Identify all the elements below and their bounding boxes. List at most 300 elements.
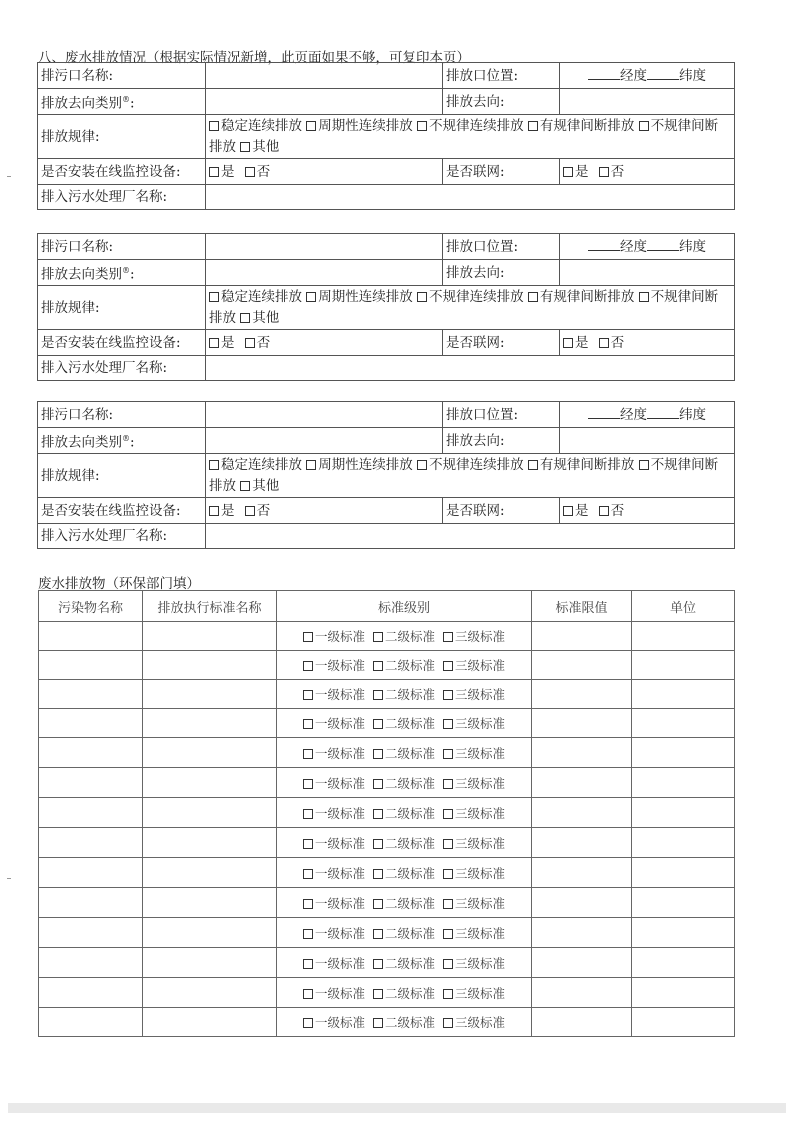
latitude-label: 纬度 <box>679 239 706 255</box>
standard-limit-cell[interactable] <box>532 768 632 798</box>
pattern-option[interactable]: 有规律间断排放 <box>528 289 635 305</box>
outlet-row-monitor <box>38 498 735 524</box>
standard-limit-cell[interactable] <box>532 738 632 768</box>
scan-mark <box>7 878 11 879</box>
checkbox-icon <box>303 632 313 642</box>
direction-label: 排放去向: <box>443 89 560 115</box>
level-option-3[interactable]: 三级标准 <box>443 956 505 971</box>
pattern-option[interactable]: 不规律连续排放 <box>417 289 524 305</box>
unit-cell[interactable] <box>632 651 735 680</box>
network-label: 是否联网: <box>443 498 560 524</box>
checkbox-icon <box>443 869 453 879</box>
monitor-options <box>206 159 443 185</box>
header-standard-level: 标准级别 <box>277 591 532 622</box>
monitor-yes[interactable]: 是 <box>209 164 235 180</box>
direction-field[interactable] <box>560 260 735 286</box>
monitor-yes[interactable]: 是 <box>209 503 235 519</box>
level-option-3[interactable]: 三级标准 <box>443 896 505 911</box>
outlet-name-field[interactable] <box>206 63 443 89</box>
level-option-1[interactable]: 一级标准 <box>303 866 365 881</box>
standard-name-cell[interactable] <box>143 738 277 768</box>
pattern-options <box>206 115 735 159</box>
outlet-row-category <box>38 89 735 115</box>
level-option-3[interactable]: 三级标准 <box>443 776 505 791</box>
checkbox-icon <box>303 869 313 879</box>
unit-cell[interactable] <box>632 918 735 948</box>
pattern-option[interactable]: 周期性连续排放 <box>306 118 413 134</box>
longitude-label: 经度 <box>620 239 647 255</box>
header-standard-limit: 标准限值 <box>532 591 632 622</box>
standard-limit-cell[interactable] <box>532 978 632 1008</box>
pattern-options <box>206 286 735 330</box>
standard-limit-cell[interactable] <box>532 798 632 828</box>
checkbox-icon <box>639 121 649 131</box>
outlet-block <box>37 401 735 549</box>
outlet-row-pattern <box>38 454 735 498</box>
checkbox-icon <box>443 929 453 939</box>
pollutant-name-cell[interactable] <box>39 888 143 918</box>
outlet-row-pattern <box>38 286 735 330</box>
outlet-row-name <box>38 234 735 260</box>
pattern-label: 排放规律: <box>38 454 206 498</box>
outlet-name-label: 排污口名称: <box>38 234 206 260</box>
outlet-name-label: 排污口名称: <box>38 63 206 89</box>
standard-name-cell[interactable] <box>143 828 277 858</box>
level-option-3[interactable]: 三级标准 <box>443 687 505 702</box>
level-option-3[interactable]: 三级标准 <box>443 1015 505 1030</box>
level-option-1[interactable]: 一级标准 <box>303 836 365 851</box>
checkbox-icon <box>639 460 649 470</box>
standard-level-cell <box>277 798 532 828</box>
level-option-2[interactable]: 二级标准 <box>373 806 435 821</box>
standard-level-cell <box>277 768 532 798</box>
pollutant-row <box>39 738 735 768</box>
monitor-no[interactable]: 否 <box>245 503 271 519</box>
level-option-3[interactable]: 三级标准 <box>443 629 505 644</box>
direction-label: 排放去向: <box>443 260 560 286</box>
category-note: ® <box>122 94 130 104</box>
checkbox-icon <box>443 632 453 642</box>
pattern-option[interactable]: 其他 <box>240 310 279 326</box>
level-option-2[interactable]: 二级标准 <box>373 1015 435 1030</box>
pattern-option[interactable]: 有规律间断排放 <box>528 457 635 473</box>
pollutant-row <box>39 798 735 828</box>
unit-cell[interactable] <box>632 768 735 798</box>
monitor-yes[interactable]: 是 <box>209 335 235 351</box>
level-option-1[interactable]: 一级标准 <box>303 746 365 761</box>
checkbox-icon <box>443 959 453 969</box>
checkbox-icon <box>417 121 427 131</box>
standard-name-cell[interactable] <box>143 709 277 738</box>
direction-label: 排放去向: <box>443 428 560 454</box>
unit-cell[interactable] <box>632 798 735 828</box>
category-note: ® <box>122 433 130 443</box>
outlet-row-name <box>38 63 735 89</box>
level-option-1[interactable]: 一级标准 <box>303 986 365 1001</box>
checkbox-icon <box>303 899 313 909</box>
standard-limit-cell[interactable] <box>532 918 632 948</box>
pattern-label: 排放规律: <box>38 115 206 159</box>
checkbox-icon <box>599 506 609 516</box>
checkbox-icon <box>417 460 427 470</box>
unit-cell[interactable] <box>632 622 735 651</box>
outlet-position-label: 排放口位置: <box>443 234 560 260</box>
unit-cell[interactable] <box>632 978 735 1008</box>
outlet-row-pattern <box>38 115 735 159</box>
outlet-row-name <box>38 402 735 428</box>
checkbox-icon <box>240 313 250 323</box>
checkbox-icon <box>209 460 219 470</box>
level-option-1[interactable]: 一级标准 <box>303 629 365 644</box>
pollutant-row <box>39 828 735 858</box>
checkbox-icon <box>245 167 255 177</box>
level-option-2[interactable]: 二级标准 <box>373 687 435 702</box>
checkbox-icon <box>303 749 313 759</box>
checkbox-icon <box>209 167 219 177</box>
pattern-label: 排放规律: <box>38 286 206 330</box>
pollutant-name-cell[interactable] <box>39 858 143 888</box>
checkbox-icon <box>443 779 453 789</box>
network-no[interactable]: 否 <box>599 503 625 519</box>
unit-cell[interactable] <box>632 738 735 768</box>
checkbox-icon <box>373 869 383 879</box>
pollutant-name-cell[interactable] <box>39 918 143 948</box>
pollutant-name-cell[interactable] <box>39 1008 143 1037</box>
level-option-2[interactable]: 二级标准 <box>373 746 435 761</box>
category-field[interactable] <box>206 428 443 454</box>
scan-mark <box>7 176 11 177</box>
outlet-row-category <box>38 428 735 454</box>
network-yes[interactable]: 是 <box>563 503 589 519</box>
pattern-option[interactable]: 不规律连续排放 <box>417 118 524 134</box>
level-option-3[interactable]: 三级标准 <box>443 836 505 851</box>
checkbox-icon <box>443 690 453 700</box>
pattern-option[interactable]: 稳定连续排放 <box>209 457 302 473</box>
network-no[interactable]: 否 <box>599 335 625 351</box>
monitor-label: 是否安装在线监控设备: <box>38 159 206 185</box>
checkbox-icon <box>209 338 219 348</box>
network-options <box>560 330 735 356</box>
level-option-1[interactable]: 一级标准 <box>303 806 365 821</box>
level-option-2[interactable]: 二级标准 <box>373 896 435 911</box>
checkbox-icon <box>373 959 383 969</box>
level-option-2[interactable]: 二级标准 <box>373 986 435 1001</box>
checkbox-icon <box>303 779 313 789</box>
standard-name-cell[interactable] <box>143 978 277 1008</box>
scan-edge-strip <box>8 1103 786 1113</box>
checkbox-icon <box>373 779 383 789</box>
pattern-option[interactable]: 不规律间断排放 <box>209 117 719 155</box>
level-option-3[interactable]: 三级标准 <box>443 658 505 673</box>
standard-level-cell <box>277 858 532 888</box>
standard-level-cell <box>277 888 532 918</box>
standard-level-cell <box>277 978 532 1008</box>
checkbox-icon <box>303 989 313 999</box>
outlet-position-field[interactable] <box>560 63 735 89</box>
category-label: 排放去向类别®: <box>38 428 206 454</box>
pollutant-row <box>39 709 735 738</box>
unit-cell[interactable] <box>632 828 735 858</box>
pollutant-name-cell[interactable] <box>39 622 143 651</box>
checkbox-icon <box>209 506 219 516</box>
level-option-1[interactable]: 一级标准 <box>303 1015 365 1030</box>
level-option-2[interactable]: 二级标准 <box>373 716 435 731</box>
level-option-3[interactable]: 三级标准 <box>443 716 505 731</box>
monitor-no[interactable]: 否 <box>245 164 271 180</box>
level-option-2[interactable]: 二级标准 <box>373 776 435 791</box>
pollutant-name-cell[interactable] <box>39 978 143 1008</box>
standard-name-cell[interactable] <box>143 948 277 978</box>
standard-level-cell <box>277 738 532 768</box>
outlet-row-category <box>38 260 735 286</box>
category-field[interactable] <box>206 89 443 115</box>
header-pollutant-name: 污染物名称 <box>39 591 143 622</box>
standard-limit-cell[interactable] <box>532 858 632 888</box>
checkbox-icon <box>528 460 538 470</box>
checkbox-icon <box>373 1018 383 1028</box>
level-option-1[interactable]: 一级标准 <box>303 776 365 791</box>
standard-name-cell[interactable] <box>143 768 277 798</box>
checkbox-icon <box>303 1018 313 1028</box>
network-yes[interactable]: 是 <box>563 164 589 180</box>
checkbox-icon <box>373 929 383 939</box>
checkbox-icon <box>599 338 609 348</box>
pattern-option[interactable]: 有规律间断排放 <box>528 118 635 134</box>
checkbox-icon <box>373 719 383 729</box>
checkbox-icon <box>209 292 219 302</box>
standard-level-cell <box>277 680 532 709</box>
standard-name-cell[interactable] <box>143 622 277 651</box>
unit-cell[interactable] <box>632 888 735 918</box>
monitor-no[interactable]: 否 <box>245 335 271 351</box>
standard-level-cell <box>277 1008 532 1037</box>
pollutant-name-cell[interactable] <box>39 738 143 768</box>
checkbox-icon <box>245 506 255 516</box>
level-option-2[interactable]: 二级标准 <box>373 926 435 941</box>
header-unit: 单位 <box>632 591 735 622</box>
checkbox-icon <box>443 719 453 729</box>
outlet-position-field[interactable] <box>560 234 735 260</box>
unit-cell[interactable] <box>632 680 735 709</box>
pattern-option[interactable]: 不规律连续排放 <box>417 457 524 473</box>
checkbox-icon <box>306 292 316 302</box>
pollutant-table <box>38 590 735 1037</box>
direction-field[interactable] <box>560 428 735 454</box>
pollutant-name-cell[interactable] <box>39 828 143 858</box>
standard-limit-cell[interactable] <box>532 709 632 738</box>
pattern-option[interactable]: 其他 <box>240 139 279 155</box>
checkbox-icon <box>373 749 383 759</box>
longitude-label: 经度 <box>620 407 647 423</box>
pollutant-row <box>39 651 735 680</box>
pollutant-name-cell[interactable] <box>39 798 143 828</box>
level-option-2[interactable]: 二级标准 <box>373 629 435 644</box>
standard-name-cell[interactable] <box>143 858 277 888</box>
checkbox-icon <box>563 167 573 177</box>
standard-name-cell[interactable] <box>143 918 277 948</box>
unit-cell[interactable] <box>632 709 735 738</box>
checkbox-icon <box>417 292 427 302</box>
outlet-row-plant <box>38 356 735 381</box>
checkbox-icon <box>303 661 313 671</box>
checkbox-icon <box>563 506 573 516</box>
checkbox-icon <box>306 460 316 470</box>
checkbox-icon <box>373 989 383 999</box>
outlet-block <box>37 233 735 381</box>
checkbox-icon <box>373 899 383 909</box>
unit-cell[interactable] <box>632 858 735 888</box>
level-option-1[interactable]: 一级标准 <box>303 956 365 971</box>
checkbox-icon <box>373 661 383 671</box>
pollutant-name-cell[interactable] <box>39 948 143 978</box>
pollutant-row <box>39 1008 735 1037</box>
standard-level-cell <box>277 651 532 680</box>
network-options <box>560 159 735 185</box>
pattern-option[interactable]: 周期性连续排放 <box>306 289 413 305</box>
level-option-2[interactable]: 二级标准 <box>373 836 435 851</box>
checkbox-icon <box>303 929 313 939</box>
checkbox-icon <box>443 839 453 849</box>
outlet-name-field[interactable] <box>206 234 443 260</box>
level-option-3[interactable]: 三级标准 <box>443 926 505 941</box>
outlet-block <box>37 62 735 210</box>
network-no[interactable]: 否 <box>599 164 625 180</box>
pattern-option[interactable]: 不规律间断排放 <box>209 456 719 494</box>
standard-name-cell[interactable] <box>143 798 277 828</box>
longitude-label: 经度 <box>620 68 647 84</box>
level-option-3[interactable]: 三级标准 <box>443 746 505 761</box>
monitor-label: 是否安装在线监控设备: <box>38 330 206 356</box>
outlet-position-label: 排放口位置: <box>443 63 560 89</box>
pollutant-name-cell[interactable] <box>39 680 143 709</box>
level-option-1[interactable]: 一级标准 <box>303 716 365 731</box>
outlet-row-monitor <box>38 159 735 185</box>
latitude-label: 纬度 <box>679 407 706 423</box>
standard-limit-cell[interactable] <box>532 888 632 918</box>
outlet-row-monitor <box>38 330 735 356</box>
outlet-row-plant <box>38 524 735 549</box>
latitude-label: 纬度 <box>679 68 706 84</box>
unit-cell[interactable] <box>632 1008 735 1037</box>
pattern-option[interactable]: 稳定连续排放 <box>209 289 302 305</box>
pollutant-row <box>39 918 735 948</box>
pattern-option[interactable]: 不规律间断排放 <box>209 288 719 326</box>
pollutant-name-cell[interactable] <box>39 768 143 798</box>
outlet-row-plant <box>38 185 735 210</box>
pattern-option[interactable]: 其他 <box>240 478 279 494</box>
checkbox-icon <box>240 481 250 491</box>
plant-label: 排入污水处理厂名称: <box>38 356 206 381</box>
level-option-1[interactable]: 一级标准 <box>303 896 365 911</box>
network-label: 是否联网: <box>443 159 560 185</box>
category-field[interactable] <box>206 260 443 286</box>
standard-limit-cell[interactable] <box>532 948 632 978</box>
checkbox-icon <box>443 899 453 909</box>
checkbox-icon <box>443 1018 453 1028</box>
network-yes[interactable]: 是 <box>563 335 589 351</box>
standard-limit-cell[interactable] <box>532 1008 632 1037</box>
standard-name-cell[interactable] <box>143 680 277 709</box>
level-option-3[interactable]: 三级标准 <box>443 866 505 881</box>
pattern-option[interactable]: 周期性连续排放 <box>306 457 413 473</box>
standard-level-cell <box>277 918 532 948</box>
checkbox-icon <box>240 142 250 152</box>
checkbox-icon <box>303 809 313 819</box>
checkbox-icon <box>303 719 313 729</box>
level-option-2[interactable]: 二级标准 <box>373 658 435 673</box>
outlet-name-field[interactable] <box>206 402 443 428</box>
level-option-3[interactable]: 三级标准 <box>443 806 505 821</box>
checkbox-icon <box>373 839 383 849</box>
outlet-position-label: 排放口位置: <box>443 402 560 428</box>
level-option-3[interactable]: 三级标准 <box>443 986 505 1001</box>
level-option-2[interactable]: 二级标准 <box>373 866 435 881</box>
plant-field[interactable] <box>206 185 735 210</box>
pollutant-name-cell[interactable] <box>39 651 143 680</box>
level-option-1[interactable]: 一级标准 <box>303 687 365 702</box>
direction-field[interactable] <box>560 89 735 115</box>
checkbox-icon <box>528 121 538 131</box>
plant-label: 排入污水处理厂名称: <box>38 524 206 549</box>
outlet-name-label: 排污口名称: <box>38 402 206 428</box>
header-standard-name: 排放执行标准名称 <box>143 591 277 622</box>
checkbox-icon <box>563 338 573 348</box>
standard-limit-cell[interactable] <box>532 828 632 858</box>
pollutant-section-title: 废水排放物（环保部门填） <box>38 576 200 592</box>
monitor-options <box>206 330 443 356</box>
checkbox-icon <box>303 959 313 969</box>
unit-cell[interactable] <box>632 948 735 978</box>
standard-level-cell <box>277 709 532 738</box>
checkbox-icon <box>599 167 609 177</box>
checkbox-icon <box>639 292 649 302</box>
checkbox-icon <box>373 632 383 642</box>
standard-name-cell[interactable] <box>143 888 277 918</box>
checkbox-icon <box>303 690 313 700</box>
checkbox-icon <box>303 839 313 849</box>
standard-limit-cell[interactable] <box>532 622 632 651</box>
level-option-1[interactable]: 一级标准 <box>303 926 365 941</box>
pollutant-row <box>39 888 735 918</box>
category-label: 排放去向类别®: <box>38 89 206 115</box>
category-label: 排放去向类别®: <box>38 260 206 286</box>
checkbox-icon <box>245 338 255 348</box>
pattern-options <box>206 454 735 498</box>
checkbox-icon <box>528 292 538 302</box>
network-label: 是否联网: <box>443 330 560 356</box>
checkbox-icon <box>443 749 453 759</box>
pollutant-name-cell[interactable] <box>39 709 143 738</box>
standard-limit-cell[interactable] <box>532 680 632 709</box>
plant-field[interactable] <box>206 524 735 549</box>
checkbox-icon <box>443 989 453 999</box>
plant-field[interactable] <box>206 356 735 381</box>
standard-name-cell[interactable] <box>143 651 277 680</box>
pollutant-row <box>39 948 735 978</box>
standard-limit-cell[interactable] <box>532 651 632 680</box>
pollutant-row <box>39 622 735 651</box>
level-option-1[interactable]: 一级标准 <box>303 658 365 673</box>
standard-level-cell <box>277 622 532 651</box>
checkbox-icon <box>306 121 316 131</box>
pollutant-header-row <box>39 591 735 622</box>
pattern-option[interactable]: 稳定连续排放 <box>209 118 302 134</box>
standard-name-cell[interactable] <box>143 1008 277 1037</box>
level-option-2[interactable]: 二级标准 <box>373 956 435 971</box>
checkbox-icon <box>373 690 383 700</box>
outlet-position-field[interactable] <box>560 402 735 428</box>
pollutant-row <box>39 858 735 888</box>
